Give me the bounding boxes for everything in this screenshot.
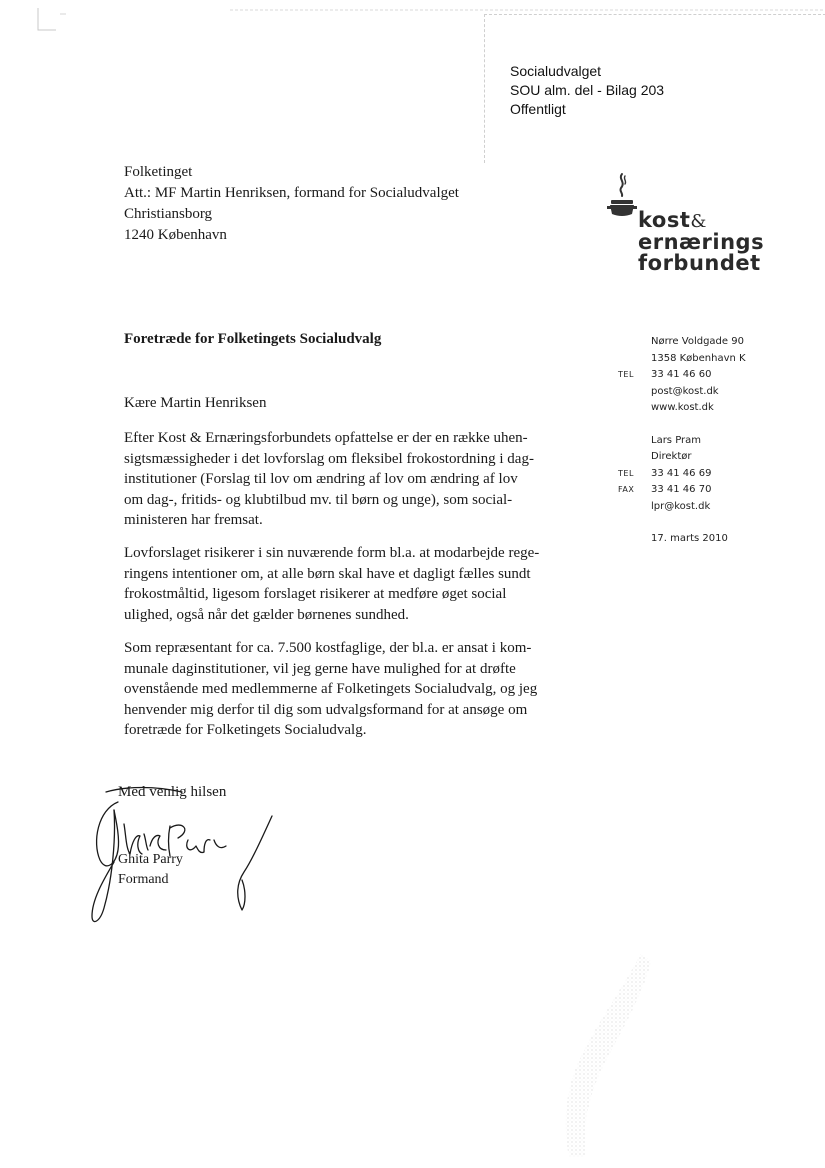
- salutation: Kære Martin Henriksen: [124, 395, 267, 411]
- handwritten-signature: [86, 780, 276, 930]
- paragraph-2: [124, 543, 564, 625]
- org-email: post@kost.dk: [651, 385, 719, 397]
- person-tel-label: TEL: [618, 468, 634, 478]
- paragraph-line: Lovforslaget risikerer i sin nuværende form bl.a. at modarbejde rege-: [124, 545, 540, 561]
- signer-name: Ghita Parry: [118, 852, 183, 867]
- paragraph-line: sigtsmæssigheder i det lovforslag om fleksibel frokostordning i dag-: [124, 450, 534, 467]
- cooking-pot-icon: [606, 170, 638, 220]
- org-city: 1358 København K: [651, 352, 746, 364]
- paragraph-line: institutioner (Forslag til lov om ændring af lov om ændring af lov: [124, 471, 518, 487]
- recipient-line-2: Att.: MF Martin Henriksen, formand for Socialudvalget: [124, 185, 459, 201]
- paragraph-line: om dag-, fritids- og klubtilbud mv. til børn og unge), som social-: [124, 491, 513, 508]
- letter-subject: Foretræde for Folketingets Socialudvalg: [124, 331, 382, 347]
- paragraph-line: Efter Kost & Ernæringsforbundets opfattelse er der en række uhen-: [124, 430, 528, 446]
- paragraph-1: [124, 428, 564, 531]
- paragraph-line: ovenstående med medlemmerne af Folketingets Socialudvalg, og jeg: [124, 681, 538, 697]
- stamp-committee: Socialudvalget: [510, 63, 602, 79]
- paragraph-line: ministeren har fremsat.: [124, 512, 263, 528]
- logo-word-forbundet: forbundet: [638, 251, 761, 275]
- scan-edge-line: [0, 8, 825, 12]
- scan-artifact: [555, 945, 675, 1165]
- paragraph-line: henvender mig derfor til dig som udvalgsformand for at ansøge om: [124, 701, 528, 718]
- person-email: lpr@kost.dk: [651, 500, 711, 512]
- closing-phrase: Med venlig hilsen: [118, 784, 227, 800]
- paragraph-line: ringens intentioner om, at alle børn skal have et dagligt fælles sundt: [124, 565, 531, 582]
- person-fax: 33 41 46 70: [651, 484, 712, 495]
- paragraph-line: munale daginstitutioner, vil jeg gerne have mulighed for at drøfte: [124, 660, 516, 677]
- org-tel: 33 41 46 60: [651, 369, 712, 380]
- paragraph-line: foretræde for Folketingets Socialudvalg.: [124, 722, 367, 738]
- paragraph-line: ulighed, også når det gælder børnenes sundhed.: [124, 606, 409, 623]
- logo-word-ernaerings: ernærings: [638, 230, 765, 254]
- recipient-address: [124, 162, 459, 246]
- recipient-line-3: Christiansborg: [124, 206, 213, 222]
- receipt-stamp: [510, 62, 664, 119]
- org-street: Nørre Voldgade 90: [651, 336, 744, 347]
- organization-logo: [638, 210, 764, 274]
- paragraph-line: frokostmåltid, ligesom forslaget risikerer at medføre øget social: [124, 586, 507, 602]
- letter-date: 17. marts 2010: [651, 533, 728, 544]
- corner-mark: [30, 4, 70, 38]
- stamp-reference: SOU alm. del - Bilag 203: [510, 82, 665, 98]
- org-tel-label: TEL: [618, 370, 634, 379]
- recipient-line-1: Folketinget: [124, 164, 193, 180]
- paragraph-3: [124, 638, 564, 741]
- contact-person-name: Lars Pram: [651, 434, 702, 446]
- contact-person-title: Direktør: [651, 451, 692, 462]
- signer-title: Formand: [118, 872, 169, 887]
- paragraph-line: Som repræsentant for ca. 7.500 kostfaglige, der bl.a. er ansat i kom-: [124, 640, 532, 656]
- person-tel: 33 41 46 69: [651, 467, 712, 479]
- person-fax-label: FAX: [618, 485, 635, 494]
- org-website: www.kost.dk: [651, 402, 714, 413]
- stamp-status: Offentligt: [510, 101, 566, 117]
- logo-word-kost: kost: [638, 208, 691, 232]
- logo-ampersand: &: [690, 211, 707, 232]
- recipient-line-4: 1240 København: [124, 227, 227, 243]
